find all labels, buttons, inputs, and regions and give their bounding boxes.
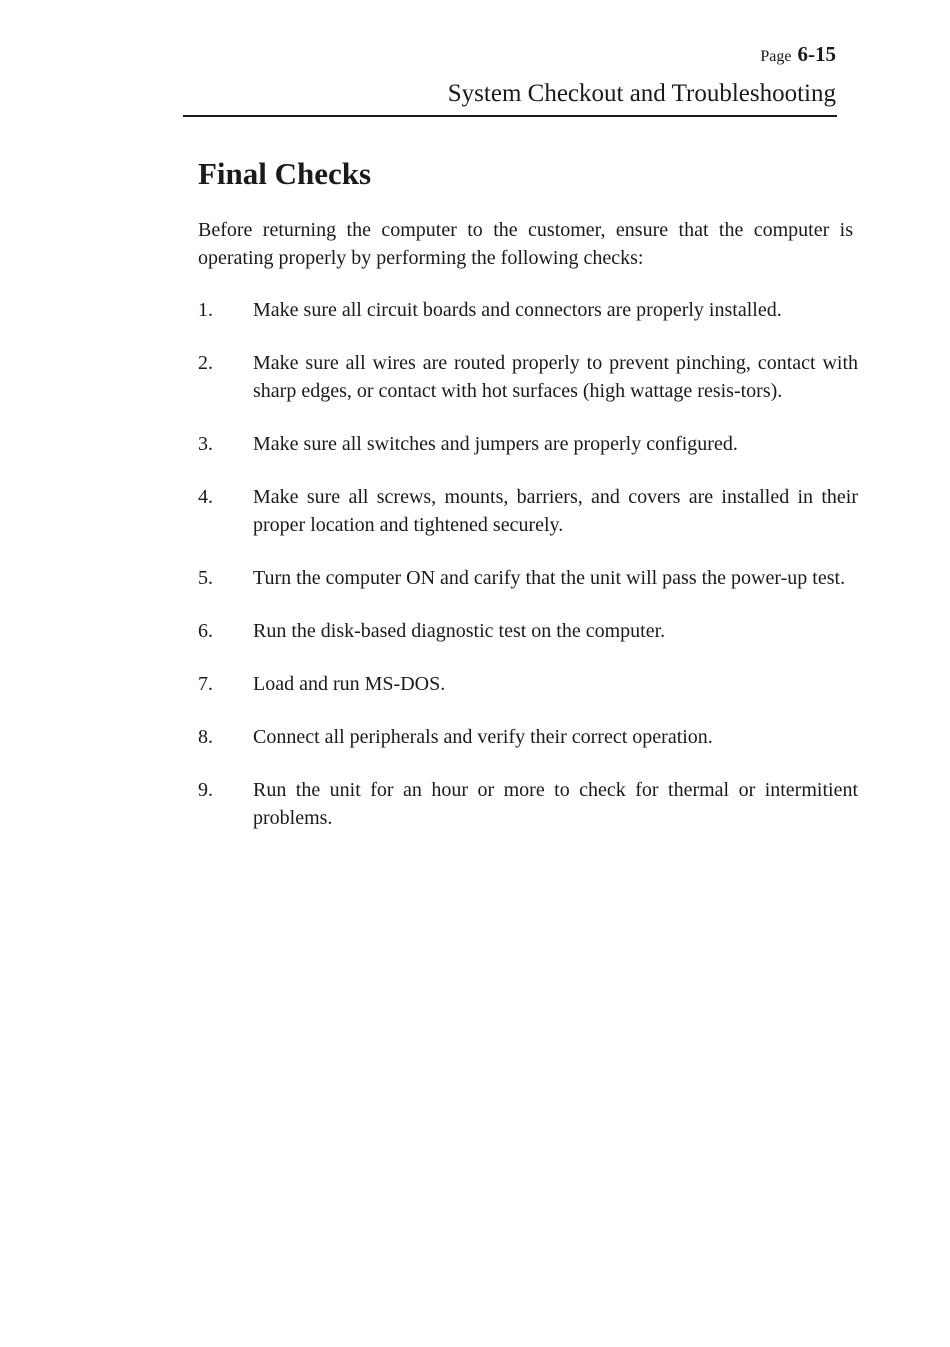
list-item-text: Make sure all switches and jumpers are properly configured. (253, 433, 738, 455)
list-item (198, 349, 858, 405)
page-label: Page (760, 48, 792, 65)
list-item (198, 296, 858, 324)
intro-paragraph: Before returning the computer to the customer, ensure that the computer is operating properly by performing the following checks: (198, 219, 853, 269)
list-item-number: 9. (198, 779, 213, 801)
list-item-text: Connect all peripherals and verify their correct operation. (253, 726, 713, 748)
list-item-number: 3. (198, 433, 213, 455)
list-item-text: Make sure all wires are routed properly to prevent pinching, contact with sharp edges, or contact with hot surfaces (high wattage resis-tors). (253, 352, 858, 402)
list-item (198, 483, 858, 539)
list-item-text: Make sure all circuit boards and connectors are properly installed. (253, 299, 782, 321)
list-item (198, 776, 858, 832)
list-item (198, 670, 858, 698)
list-item (198, 723, 858, 751)
list-item-number: 1. (198, 299, 213, 321)
list-item-text: Load and run MS-DOS. (253, 673, 446, 695)
list-item-number: 4. (198, 486, 213, 508)
page-number (760, 42, 836, 67)
final-checks-list (198, 296, 858, 857)
list-item-number: 7. (198, 673, 213, 695)
list-item (198, 617, 858, 645)
section-title: Final Checks (198, 156, 372, 191)
list-item-text: Turn the computer ON and carify that the unit will pass the power-up test. (253, 567, 846, 589)
list-item-text: Make sure all screws, mounts, barriers, and covers are installed in their proper location and tightened securely. (253, 486, 858, 536)
list-item-number: 8. (198, 726, 213, 748)
list-item-number: 2. (198, 352, 213, 374)
list-item-number: 5. (198, 567, 213, 589)
running-header-title: System Checkout and Troubleshooting (447, 80, 836, 107)
list-item-text: Run the unit for an hour or more to check for thermal or intermitient problems. (253, 779, 858, 829)
list-item-number: 6. (198, 620, 213, 642)
list-item (198, 430, 858, 458)
header-rule (183, 115, 837, 117)
list-item (198, 564, 858, 592)
page-number-value: 6-15 (797, 42, 836, 66)
list-item-text: Run the disk-based diagnostic test on the computer. (253, 620, 666, 642)
